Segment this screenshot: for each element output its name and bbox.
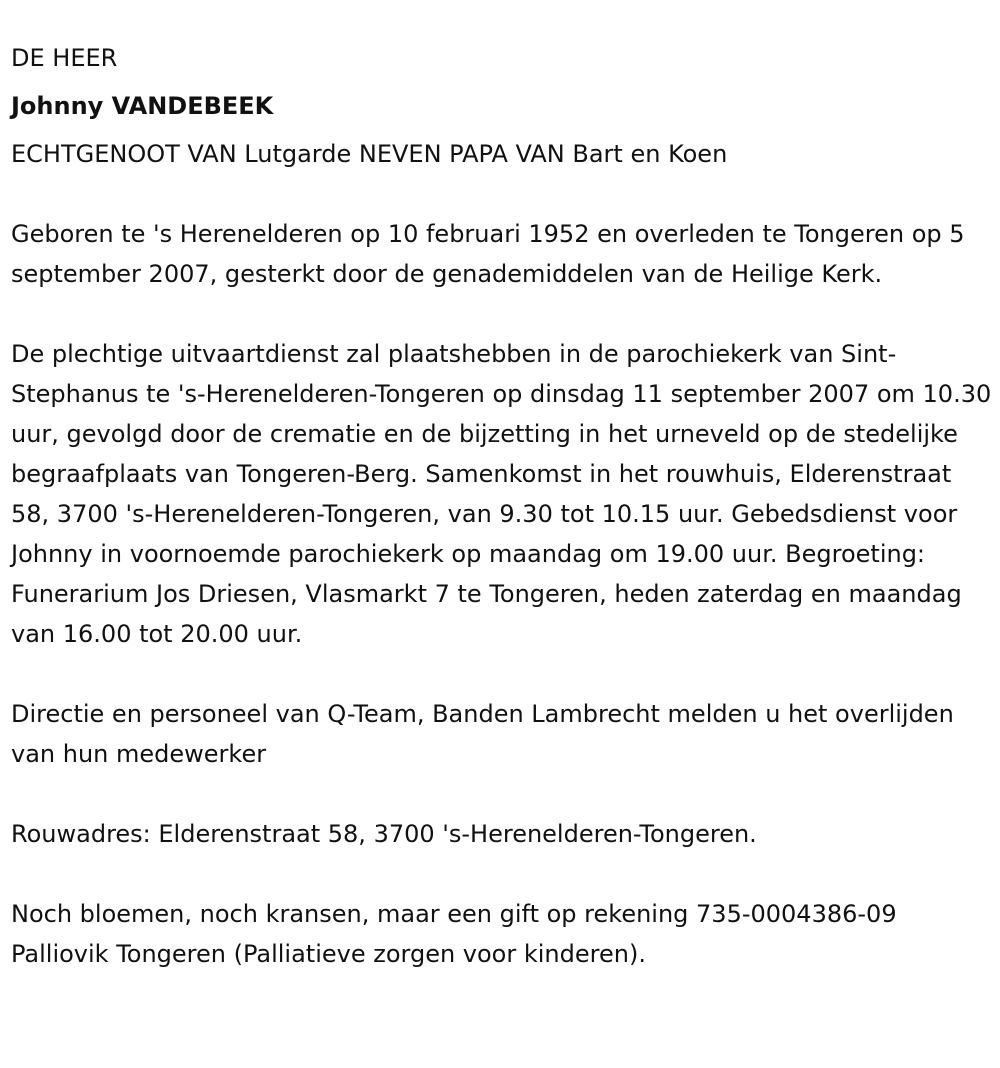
employer-notice-paragraph: Directie en personeel van Q-Team, Banden Lambrecht melden u het overlijden van hun medewerker [11, 700, 954, 768]
family-relation: ECHTGENOOT VAN Lutgarde NEVEN PAPA VAN Bart en Koen [11, 140, 728, 168]
donation-paragraph: Noch bloemen, noch kransen, maar een gift op rekening 735-0004386-09 Palliovik Tongeren (Palliatieve zorgen voor kinderen). [11, 900, 897, 968]
deceased-name: Johnny VANDEBEEK [11, 92, 274, 120]
mourning-address-paragraph: Rouwadres: Elderenstraat 58, 3700 's-Herenelderen-Tongeren. [11, 820, 757, 848]
notice-title: DE HEER [11, 44, 118, 72]
funeral-service-paragraph: De plechtige uitvaartdienst zal plaatshebben in de parochiekerk van Sint-Stephanus te 's-Herenelderen-Tongeren op dinsdag 11 september 2007 om 10.30 uur, gevolgd door de crematie en de bijzetting in het urneveld op de stedelijke begraafplaats van Tongeren-Berg. Samenkomst in het rouwhuis, Elderenstraat 58, 3700 's-Herenelderen-Tongeren, van 9.30 tot 10.15 uur. Gebedsdienst voor Johnny in voornoemde parochiekerk op maandag om 19.00 uur. Begroeting: Funerarium Jos Driesen, Vlasmarkt 7 te Tongeren, heden zaterdag en maandag van 16.00 tot 20.00 uur. [11, 340, 992, 648]
birth-death-paragraph: Geboren te 's Herenelderen op 10 februari 1952 en overleden te Tongeren op 5 september 2007, gesterkt door de genademiddelen van de Heilige Kerk. [11, 220, 965, 288]
